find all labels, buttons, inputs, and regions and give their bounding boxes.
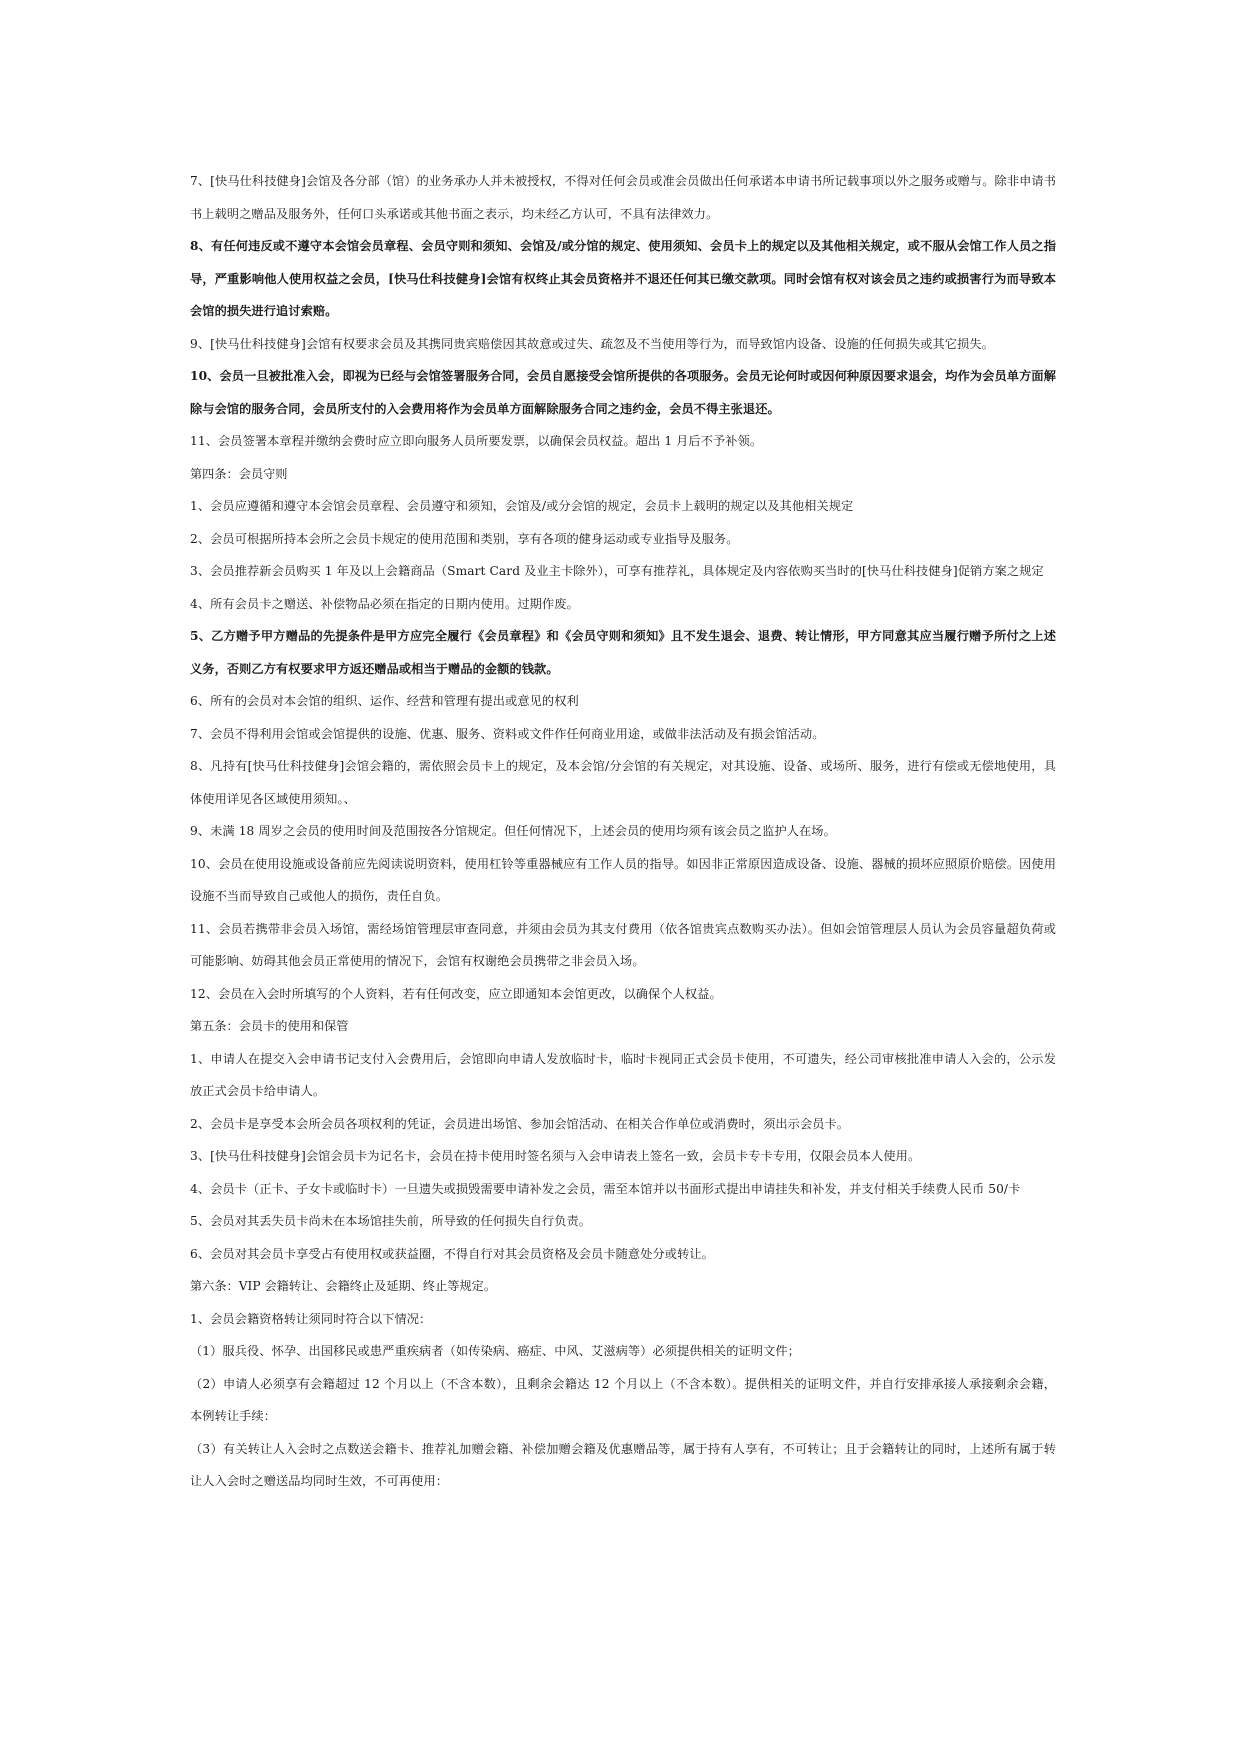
section-heading-5: 第五条：会员卡的使用和保管 [190, 1019, 349, 1033]
rule-1: 1、会员应遵循和遵守本会馆会员章程、会员遵守和须知，会馆及/或分会馆的规定，会员卡上载明的规定以及其他相关规定 [190, 499, 854, 513]
transfer-rule-1: 1、会员会籍资格转让须同时符合以下情况： [190, 1311, 432, 1326]
rule-7: 7、会员不得利用会馆或会馆提供的设施、优惠、服务、资料或文件作任何商业用途，或做非法活动及有损会馆活动。 [190, 726, 825, 741]
rule-6: 6、所有的会员对本会馆的组织、运作、经营和管理有提出或意见的权利 [190, 694, 579, 708]
rule-5: 5、乙方赠予甲方赠品的先提条件是甲方应完全履行《会员章程》和《会员守则和须知》且不发生退会、退费、转让情形，甲方同意其应当履行赠予所付之上述义务，否则乙方有权要求甲方返还赠品或相当于赠品的金额的钱款。 [190, 629, 1056, 676]
rule-12: 12、会员在入会时所填写的个人资料，若有任何改变，应立即通知本会馆更改，以确保个人权益。 [190, 986, 722, 1001]
card-rule-6: 6、会员对其会员卡享受占有使用权或获益圈，不得自行对其会员资格及会员卡随意处分或转让。 [190, 1246, 714, 1261]
rule-8: 8、凡持有[快马仕科技健身]会馆会籍的，需依照会员卡上的规定，及本会馆/分会馆的有关规定，对其设施、设备、或场所、服务，进行有偿或无偿地使用，具体使用详见各区域使用须知。、 [190, 759, 1056, 806]
card-rule-4: 4、会员卡（正卡、子女卡或临时卡）一旦遗失或损毁需要申请补发之会员，需至本馆并以书面形式提出申请挂失和补发，并支付相关手续费人民币 50/卡 [190, 1181, 1021, 1196]
rule-2: 2、会员可根据所持本会所之会员卡规定的使用范围和类别，享有各项的健身运动或专业指导及服务。 [190, 531, 739, 546]
rule-10: 10、会员在使用设施或设备前应先阅读说明资料，使用杠铃等重器械应有工作人员的指导。如因非正常原因造成设备、设施、器械的损坏应照原价赔偿。因使用设施不当而导致自己或他人的损伤，责任自负。 [190, 856, 1056, 903]
card-rule-2: 2、会员卡是享受本会所会员各项权利的凭证，会员进出场馆、参加会馆活动、在相关合作单位或消费时，须出示会员卡。 [190, 1116, 850, 1131]
rule-3: 3、会员推荐新会员购买 1 年及以上会籍商品（Smart Card 及业主卡除外），可享有推荐礼，具体规定及内容依购买当时的[快马仕科技健身]促销方案之规定 [190, 564, 1044, 578]
clause-10-membership-contract: 10、会员一旦被批准入会，即视为已经与会馆签署服务合同，会员自愿接受会馆所提供的各项服务。会员无论何时或因何种原因要求退会，均作为会员单方面解除与会馆的服务合同，会员所支付的入会费用将作为会员单方面解除服务合同之违约金，会员不得主张退还。 [190, 369, 1056, 416]
section-heading-6: 第六条：VIP 会籍转让、会籍终止及延期、终止等规定。 [190, 1279, 497, 1293]
clause-7-authorization: 7、[快马仕科技健身]会馆及各分部（馆）的业务承办人并未被授权，不得对任何会员或准会员做出任何承诺本申请书所记载事项以外之服务或赠与。除非申请书书上载明之赠品及服务外，任何口头承诺或其他书面之表示，均未经乙方认可，不具有法律效力。 [190, 174, 1056, 221]
clause-9-compensation: 9、[快马仕科技健身]会馆有权要求会员及其携同贵宾赔偿因其故意或过失、疏忽及不当使用等行为，而导致馆内设备、设施的任何损失或其它损失。 [190, 336, 994, 351]
document-page [190, 165, 1056, 1498]
transfer-condition-2: （2）申请人必须享有会籍超过 12 个月以上（不含本数），且剩余会籍达 12 个月以上（不含本数）。提供相关的证明文件，并自行安排承接人承接剩余会籍，本例转让手续： [190, 1376, 1056, 1423]
clause-8-violation: 8、有任何违反或不遵守本会馆会员章程、会员守则和须知、会馆及/或分馆的规定、使用须知、会员卡上的规定以及其他相关规定，或不服从会馆工作人员之指导，严重影响他人使用权益之会员，[快马仕科技健身]会馆有权终止其会员资格并不退还任何其已缴交款项。同时会馆有权对该会员之违约或损害行为而导致本会馆的损失进行追讨索赔。 [190, 239, 1056, 318]
rule-9: 9、未满 18 周岁之会员的使用时间及范围按各分馆规定。但任何情况下，上述会员的使用均须有该会员之监护人在场。 [190, 824, 836, 838]
rule-4: 4、所有会员卡之赠送、补偿物品必须在指定的日期内使用。过期作废。 [190, 596, 579, 611]
section-heading-4: 第四条：会员守则 [190, 466, 288, 481]
clause-11-invoice: 11、会员签署本章程并缴纳会费时应立即向服务人员所要发票，以确保会员权益。超出 1 月后不予补领。 [190, 434, 763, 448]
card-rule-1: 1、申请人在提交入会申请书记支付入会费用后，会馆即向申请人发放临时卡，临时卡视同正式会员卡使用，不可遗失，经公司审核批准申请人入会的，公示发放正式会员卡给申请人。 [190, 1051, 1056, 1098]
card-rule-5: 5、会员对其丢失员卡尚未在本场馆挂失前，所导致的任何损失自行负责。 [190, 1214, 592, 1228]
rule-11: 11、会员若携带非会员入场馆，需经场馆管理层审查同意，并须由会员为其支付费用（依各馆贵宾点数购买办法）。但如会馆管理层人员认为会员容量超负荷或可能影响、妨碍其他会员正常使用的情况下，会馆有权谢绝会员携带之非会员入场。 [190, 921, 1056, 968]
transfer-condition-1: （1）服兵役、怀孕、出国移民或患严重疾病者（如传染病、癌症、中风、艾滋病等）必须提供相关的证明文件； [190, 1344, 800, 1358]
card-rule-3: 3、[快马仕科技健身]会馆会员卡为记名卡，会员在持卡使用时签名须与入会申请表上签名一致，会员卡专卡专用，仅限会员本人使用。 [190, 1149, 921, 1163]
transfer-condition-3: （3）有关转让人入会时之点数送会籍卡、推荐礼加赠会籍、补偿加赠会籍及优惠赠品等，属于持有人享有，不可转让；且于会籍转让的同时，上述所有属于转让人入会时之赠送品均同时生效，不可再使用： [190, 1441, 1056, 1488]
